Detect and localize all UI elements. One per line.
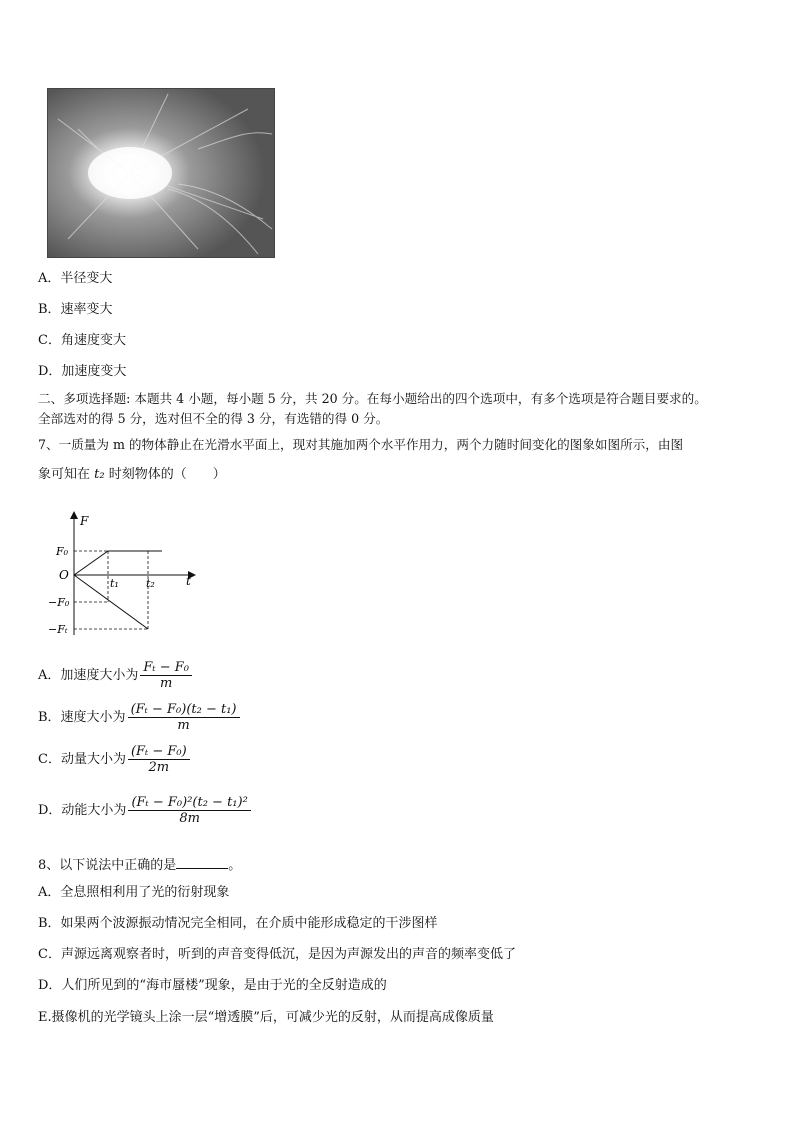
q7-option-d-numerator: (Fₜ − F₀)²(t₂ − t₁)²	[128, 795, 250, 811]
q7-option-c-fraction	[128, 744, 190, 775]
q7-option-a-fraction	[140, 660, 192, 691]
tick-t1: t₁	[110, 577, 119, 590]
tick-t2: t₂	[146, 577, 155, 590]
section2-heading-line2: 全部选对的得 5 分，选对但不全的得 3 分，有选错的得 0 分。	[38, 411, 389, 426]
q7-option-a-numerator: Fₜ − F₀	[140, 660, 192, 676]
q7-option-d-denominator: 8m	[179, 811, 200, 826]
q7-stem-line2-end: 时刻物体的（ ）	[104, 467, 226, 482]
q8-option-b: B．如果两个波源振动情况完全相同，在介质中能形成稳定的干涉图样	[38, 916, 438, 931]
starburst-photo	[47, 88, 275, 258]
q6-option-a: A．半径变大	[38, 271, 113, 286]
q8-stem-end: 。	[228, 858, 242, 873]
q7-option-b	[38, 702, 240, 733]
q7-option-b-fraction	[128, 702, 240, 733]
force-line-positive	[74, 551, 162, 575]
q7-option-a-denominator: m	[160, 676, 173, 691]
q7-stem-t2: t₂	[94, 467, 105, 482]
q8-answer-blank	[176, 855, 228, 869]
q7-option-b-numerator: (Fₜ − F₀)(t₂ − t₁)	[128, 702, 240, 718]
q7-option-c-numerator: (Fₜ − F₀)	[128, 744, 190, 760]
q7-stem-line2-start: 象可知在	[38, 467, 95, 482]
q7-option-c-denominator: 2m	[148, 760, 170, 775]
q7-stem-line1: 7、一质量为 m 的物体静止在光滑水平面上，现对其施加两个水平作用力，两个力随时间变化的图象如图所示，由图	[38, 437, 684, 452]
starburst-photo-graphic	[48, 89, 274, 257]
force-time-graph	[38, 505, 208, 640]
tick-neg-ft: −Fₜ	[48, 623, 68, 636]
q8-stem	[38, 855, 241, 874]
tick-neg-f0: −F₀	[48, 596, 70, 609]
q7-option-a	[38, 660, 192, 691]
q7-option-c	[38, 744, 190, 775]
q8-option-c: C．声源远离观察者时，听到的声音变得低沉，是因为声源发出的声音的频率变低了	[38, 947, 516, 962]
q7-option-d-prefix: D．动能大小为	[38, 803, 127, 818]
q8-option-a: A．全息照相利用了光的衍射现象	[38, 885, 230, 900]
q8-stem-text: 8、以下说法中正确的是	[38, 858, 177, 873]
q8-option-d: D．人们所见到的“海市蜃楼”现象，是由于光的全反射造成的	[38, 978, 387, 993]
q7-option-b-denominator: m	[177, 718, 190, 733]
y-axis-label: F	[80, 514, 89, 528]
q7-option-d-fraction	[128, 795, 250, 826]
q7-option-c-prefix: C．动量大小为	[38, 752, 126, 767]
q6-option-c: C．角速度变大	[38, 333, 126, 348]
q7-option-d	[38, 795, 251, 826]
origin-label: O	[59, 568, 69, 582]
x-axis-label: t	[186, 574, 191, 588]
q6-option-d: D．加速度变大	[38, 364, 127, 379]
section2-heading-line1: 二、多项选择题: 本题共 4 小题，每小题 5 分，共 20 分。在每小题给出的四个选项中，有多个选项是符合题目要求的。	[38, 391, 707, 406]
q7-option-a-prefix: A．加速度大小为	[38, 668, 139, 683]
q8-option-e: E.摄像机的光学镜头上涂一层“增透膜”后，可减少光的反射，从而提高成像质量	[38, 1010, 494, 1025]
q6-option-b: B．速率变大	[38, 302, 113, 317]
tick-f0: F₀	[56, 545, 69, 558]
q7-option-b-prefix: B．速度大小为	[38, 710, 126, 725]
q7-stem-line2	[38, 467, 226, 483]
